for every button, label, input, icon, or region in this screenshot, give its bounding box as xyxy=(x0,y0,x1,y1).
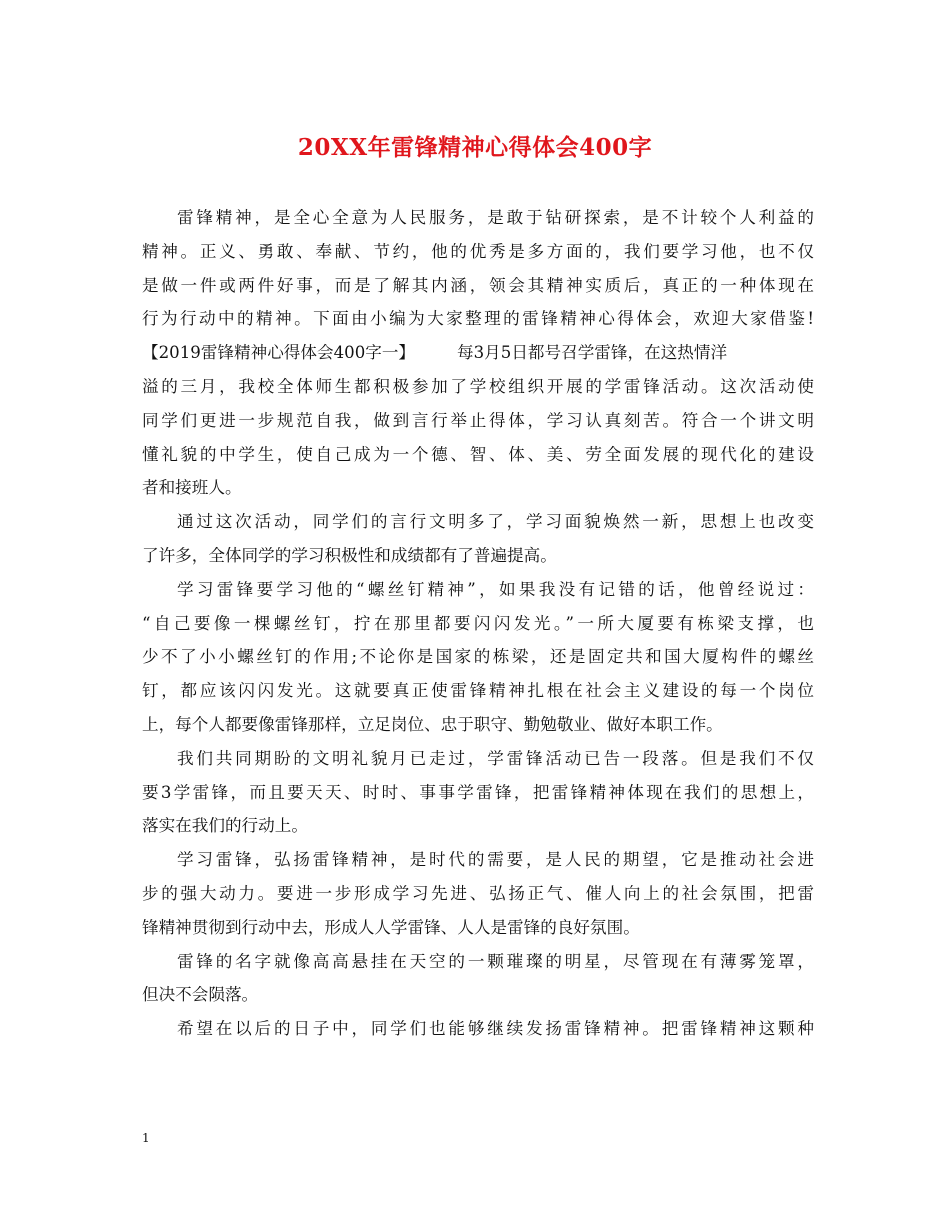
document-body xyxy=(142,201,814,1046)
paragraph-line: 通过这次活动，同学们的言行文明多了，学习面貌焕然一新，思想上也改变 xyxy=(177,512,814,532)
paragraph-line: 雷锋精神，是全心全意为人民服务，是敢于钻研探索，是不计较个人利益的 xyxy=(177,208,814,227)
document-title: 20XX年雷锋精神心得体会400字 xyxy=(297,134,653,161)
paragraph-line: 溢的三月，我校全体师生都积极参加了学校组织开展的学雷锋活动。这次活动使 xyxy=(142,376,814,396)
paragraph-line: 少不了小小螺丝钉的作用;不论你是国家的栋梁，还是固定共和国大厦构件的螺丝 xyxy=(142,647,814,667)
paragraph-text: 每3月5日都号召学雷锋，在这热情洋 xyxy=(457,343,728,363)
paragraph-line: 上，每个人都要像雷锋那样，立足岗位、忠于职守、勤勉敬业、做好本职工作。 xyxy=(142,714,723,734)
paragraph-line-with-heading xyxy=(142,336,814,370)
paragraph-line: 钉，都应该闪闪发光。这就要真正使雷锋精神扎根在社会主义建设的每一个岗位 xyxy=(142,681,814,701)
paragraph-line: 者和接班人。 xyxy=(142,478,242,498)
paragraph-line: 是做一件或两件好事，而是了解其内涵，领会其精神实质后，真正的一种体现在 xyxy=(142,275,814,295)
paragraph-line: 懂礼貌的中学生，使自己成为一个德、智、体、美、劳全面发展的现代化的建设 xyxy=(142,444,814,464)
paragraph-line: 落实在我们的行动上。 xyxy=(142,816,308,836)
paragraph-line: 我们共同期盼的文明礼貌月已走过，学雷锋活动已告一段落。但是我们不仅 xyxy=(177,748,814,768)
paragraph-line: 步的强大动力。要进一步形成学习先进、弘扬正气、催人向上的社会氛围，把雷 xyxy=(142,883,814,903)
paragraph-line: 学习雷锋要学习他的“螺丝钉精神”，如果我没有记错的话，他曾经说过： xyxy=(177,579,814,599)
paragraph-line: 同学们更进一步规范自我，做到言行举止得体，学习认真刻苦。符合一个讲文明 xyxy=(142,410,814,430)
paragraph-line: 但决不会陨落。 xyxy=(142,985,259,1005)
paragraph-line: 行为行动中的精神。下面由小编为大家整理的雷锋精神心得体会，欢迎大家借鉴! xyxy=(142,309,814,329)
paragraph-line: 精神。正义、勇敢、奉献、节约，他的优秀是多方面的，我们要学习他，也不仅 xyxy=(142,241,814,261)
paragraph-line: 学习雷锋，弘扬雷锋精神，是时代的需要，是人民的期望，它是推动社会进 xyxy=(177,850,814,870)
page-number: 1 xyxy=(142,1131,150,1145)
paragraph-line: 雷锋的名字就像高高悬挂在天空的一颗璀璨的明星，尽管现在有薄雾笼罩， xyxy=(177,951,814,971)
section-heading: 【2019雷锋精神心得体会400字一】 xyxy=(142,343,416,363)
paragraph-line: “自己要像一棵螺丝钉，拧在那里都要闪闪发光。”一所大厦要有栋梁支撑，也 xyxy=(142,613,814,633)
paragraph-line: 希望在以后的日子中，同学们也能够继续发扬雷锋精神。把雷锋精神这颗种 xyxy=(177,1019,814,1039)
paragraph-line: 锋精神贯彻到行动中去，形成人人学雷锋、人人是雷锋的良好氛围。 xyxy=(142,917,640,937)
paragraph-line: 要3学雷锋，而且要天天、时时、事事学雷锋，把雷锋精神体现在我们的思想上， xyxy=(142,782,814,802)
paragraph-line: 了许多，全体同学的学习积极性和成绩都有了普遍提高。 xyxy=(142,545,557,565)
